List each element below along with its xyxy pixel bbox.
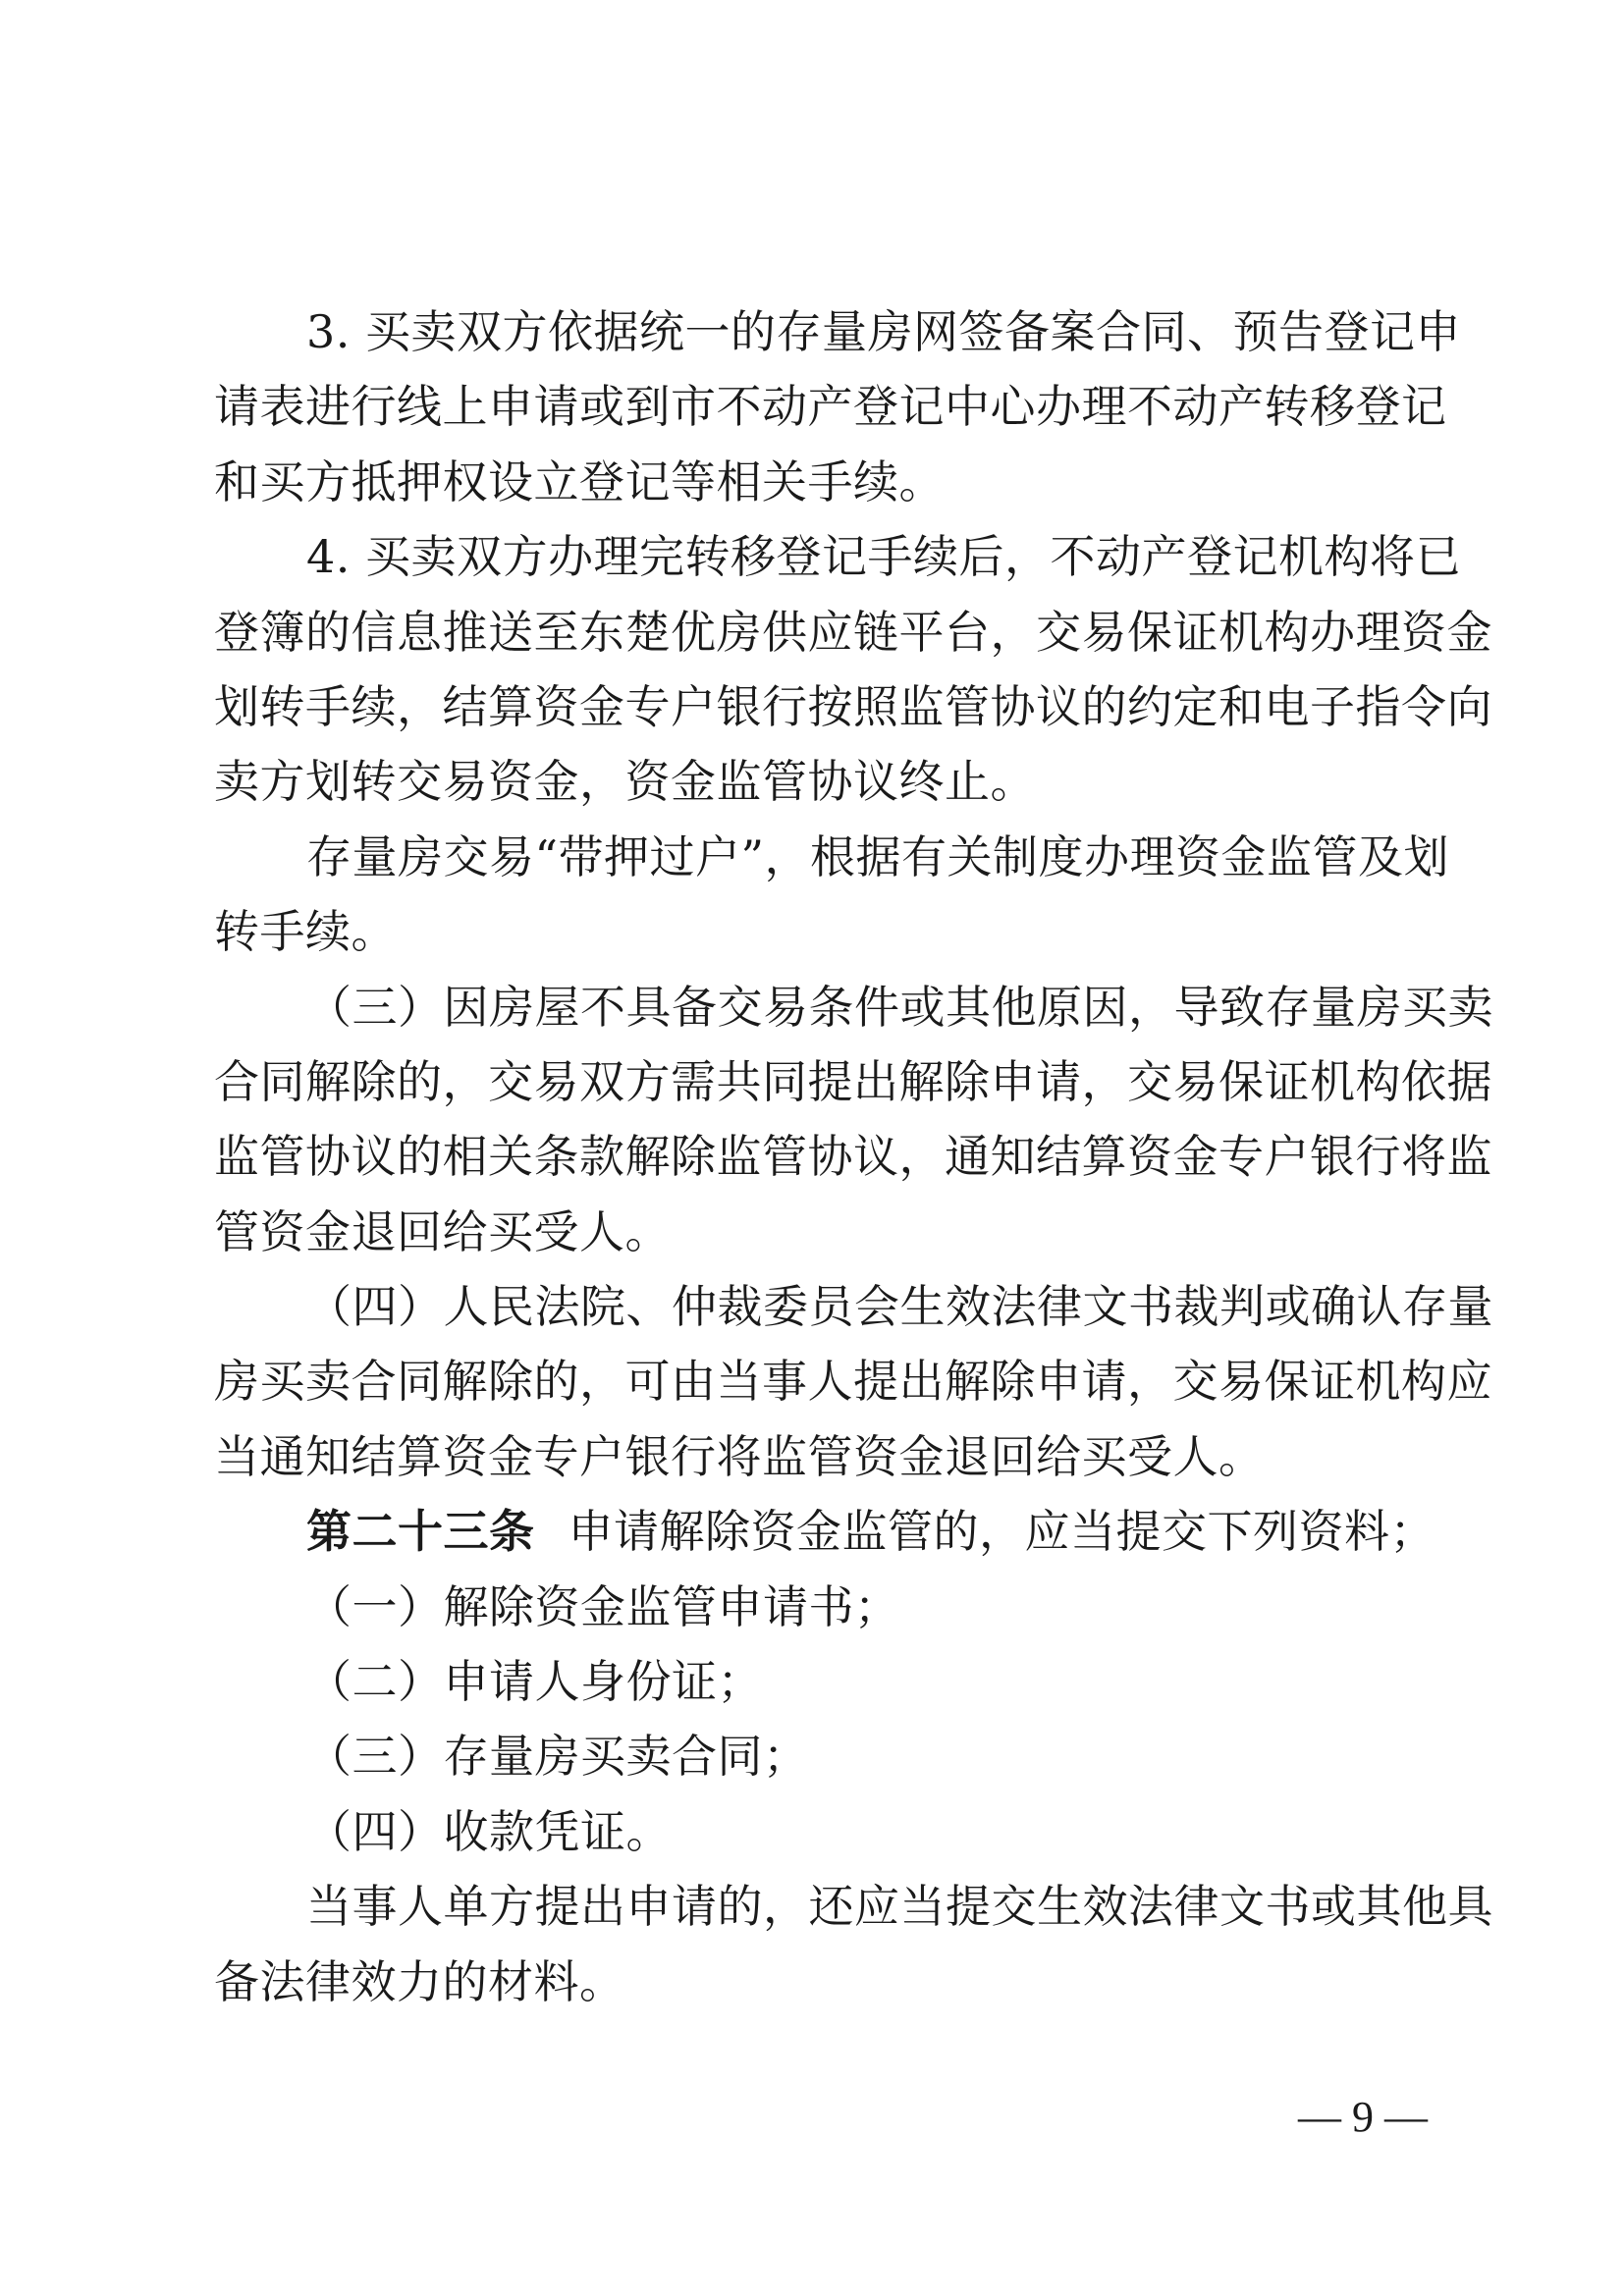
paragraph-unilateral-line-1: 当事人单方提出申请的，还应当提交生效法律文书或其他具 xyxy=(306,1880,1493,1934)
page-number: — 9 — xyxy=(1298,2093,1428,2141)
paragraph-mortgage-transfer-line-1: 存量房交易“带押过户”，根据有关制度办理资金监管及划 xyxy=(306,829,1450,883)
paragraph-item-3-line-1: 3. 买卖双方依据统一的存量房网签备案合同、预告登记申 xyxy=(306,305,1462,358)
paragraph-clause-3-line-3: 监管协议的相关条款解除监管协议，通知结算资金专户银行将监 xyxy=(214,1130,1492,1184)
list-item-2: （二）申请人身份证； xyxy=(306,1655,763,1709)
list-item-3: （三）存量房买卖合同； xyxy=(306,1730,809,1784)
paragraph-clause-4-line-1: （四）人民法院、仲裁委员会生效法律文书裁判或确认存量 xyxy=(306,1280,1493,1334)
article-23-line xyxy=(214,1494,1435,1569)
paragraph-item-3-line-2: 请表进行线上申请或到市不动产登记中心办理不动产转移登记 xyxy=(214,380,1447,434)
paragraph-clause-3-line-1: （三）因房屋不具备交易条件或其他原因，导致存量房买卖 xyxy=(306,980,1493,1034)
paragraph-clause-3-line-2: 合同解除的，交易双方需共同提出解除申请，交易保证机构依据 xyxy=(214,1054,1492,1108)
paragraph-item-3-line-3: 和买方抵押权设立登记等相关手续。 xyxy=(214,454,945,508)
list-item-1: （一）解除资金监管申请书； xyxy=(306,1579,900,1633)
paragraph-item-4-line-4: 卖方划转交易资金，资金监管协议终止。 xyxy=(214,755,1036,809)
paragraph-clause-4-line-3: 当通知结算资金专户银行将监管资金退回给买受人。 xyxy=(214,1429,1265,1483)
document-body xyxy=(214,294,1493,2019)
article-23-text: 申请解除资金监管的，应当提交下列资料； xyxy=(568,1505,1435,1559)
paragraph-mortgage-transfer-line-2: 转手续。 xyxy=(214,905,397,959)
article-heading: 第二十三条 xyxy=(306,1505,535,1559)
paragraph-clause-4-line-2: 房买卖合同解除的，可由当事人提出解除申请，交易保证机构应 xyxy=(214,1355,1492,1409)
paragraph-item-4-line-2: 登簿的信息推送至东楚优房供应链平台，交易保证机构办理资金 xyxy=(214,605,1492,659)
list-item-4: （四）收款凭证。 xyxy=(306,1804,672,1858)
paragraph-item-4-line-1: 4. 买卖双方办理完转移登记手续后，不动产登记机构将已 xyxy=(306,530,1462,584)
paragraph-clause-3-line-4: 管资金退回给买受人。 xyxy=(214,1204,671,1258)
paragraph-unilateral-line-2: 备法律效力的材料。 xyxy=(214,1954,625,2008)
paragraph-item-4-line-3: 划转手续，结算资金专户银行按照监管协议的约定和电子指令向 xyxy=(214,679,1492,733)
